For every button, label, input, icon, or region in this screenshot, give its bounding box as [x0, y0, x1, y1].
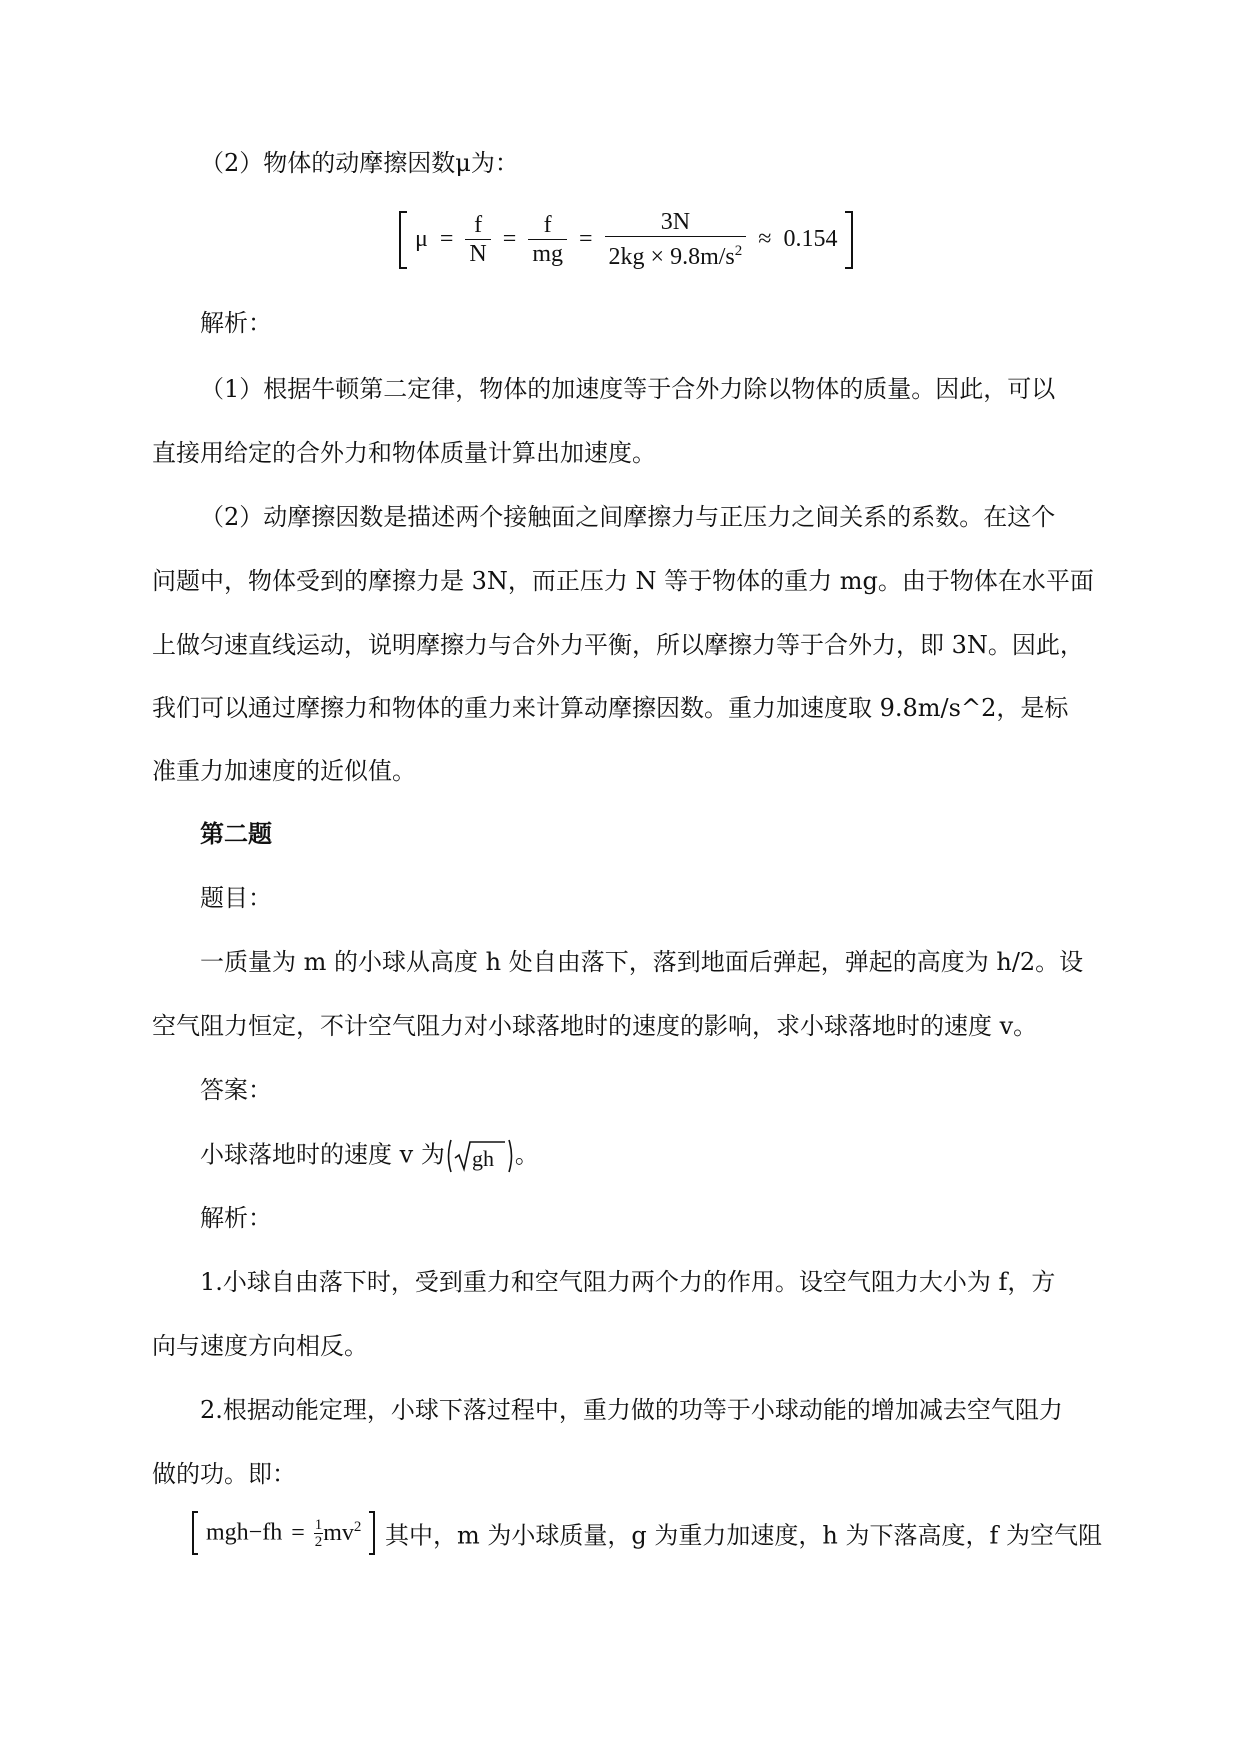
- equals-sign: =: [439, 226, 454, 252]
- result-value: 0.154: [783, 226, 838, 252]
- left-bracket: [397, 210, 409, 270]
- equation-lhs: mgh−fh: [206, 1519, 283, 1546]
- left-bracket: [190, 1510, 200, 1556]
- paragraph: （1）根据牛顿第二定律，物体的加速度等于合外力除以物体的质量。因此，可以: [200, 375, 1056, 403]
- equals-sign: =: [578, 226, 593, 252]
- denominator: 2: [314, 1533, 323, 1550]
- right-bracket: [843, 210, 855, 270]
- numerator: f: [474, 212, 483, 238]
- svg-text:gh: gh: [471, 1146, 494, 1171]
- paragraph: 做的功。即：: [152, 1460, 296, 1488]
- mass-value: 2kg: [608, 244, 645, 270]
- denominator: [605, 236, 747, 271]
- paragraph: 1.小球自由落下时，受到重力和空气阻力两个力的作用。设空气阻力大小为 f，方: [200, 1268, 1056, 1296]
- exponent: 2: [353, 1519, 362, 1535]
- mu-symbol: μ: [415, 226, 428, 252]
- fraction-f-over-mg: [528, 211, 567, 268]
- fraction-value: [605, 208, 747, 271]
- right-bracket: [367, 1510, 377, 1556]
- mv-text: mv: [323, 1520, 354, 1546]
- denominator: N: [465, 239, 490, 268]
- fraction-f-over-N: [465, 211, 490, 268]
- sqrt-expression: [445, 1138, 515, 1174]
- paragraph: 其中，m 为小球质量，g 为重力加速度，h 为下落高度，f 为空气阻: [377, 1521, 1103, 1550]
- paragraph: （2）物体的动摩擦因数μ为：: [200, 149, 519, 177]
- paragraph: 2.根据动能定理，小球下落过程中，重力做的功等于小球动能的增加减去空气阻力: [200, 1396, 1063, 1424]
- sqrt-sign: [445, 1138, 515, 1174]
- approx-sign: ≈: [758, 226, 772, 252]
- paragraph: 问题中，物体受到的摩擦力是 3N，而正压力 N 等于物体的重力 mg。由于物体在水平面: [152, 567, 1094, 595]
- times-sign: ×: [650, 244, 665, 270]
- denominator: mg: [528, 239, 567, 268]
- equation-energy: [190, 1510, 377, 1556]
- answer-period: 。: [514, 1140, 539, 1169]
- equals-sign: =: [291, 1519, 305, 1546]
- section-heading: 第二题: [200, 819, 272, 848]
- paragraph: 空气阻力恒定，不计空气阻力对小球落地时的速度的影响，求小球落地时的速度 v。: [152, 1012, 1038, 1040]
- paragraph: 解析：: [200, 1204, 272, 1232]
- equation-friction-coefficient: [397, 208, 855, 272]
- exponent: 2: [734, 243, 743, 259]
- paragraph: 题目：: [200, 884, 272, 912]
- paragraph: 一质量为 m 的小球从高度 h 处自由落下，落到地面后弹起，弹起的高度为 h/2。设: [200, 948, 1084, 976]
- paragraph: 我们可以通过摩擦力和物体的重力来计算动摩擦因数。重力加速度取 9.8m/s^2，是标: [152, 694, 1069, 722]
- answer-text: 小球落地时的速度 v 为: [200, 1140, 445, 1169]
- paragraph: （2）动摩擦因数是描述两个接触面之间摩擦力与正压力之间关系的系数。在这个: [200, 503, 1056, 531]
- numerator: 3N: [660, 209, 691, 235]
- paragraph: 答案：: [200, 1076, 272, 1104]
- mv-term: [323, 1520, 361, 1546]
- paragraph: 解析：: [200, 309, 272, 337]
- gravity-value: 9.8m/s: [670, 244, 735, 270]
- energy-equation-line: [190, 1510, 1102, 1562]
- paragraph: 直接用给定的合外力和物体质量计算出加速度。: [152, 439, 656, 467]
- paragraph: 上做匀速直线运动，说明摩擦力与合外力平衡，所以摩擦力等于合外力，即 3N。因此，: [152, 631, 1084, 659]
- numerator: 1: [314, 1516, 323, 1533]
- equals-sign: =: [502, 226, 517, 252]
- answer-line: [200, 1138, 539, 1174]
- fraction-one-half: [314, 1517, 324, 1550]
- paragraph: 准重力加速度的近似值。: [152, 757, 416, 785]
- paragraph: 向与速度方向相反。: [152, 1332, 368, 1360]
- numerator: f: [543, 212, 552, 238]
